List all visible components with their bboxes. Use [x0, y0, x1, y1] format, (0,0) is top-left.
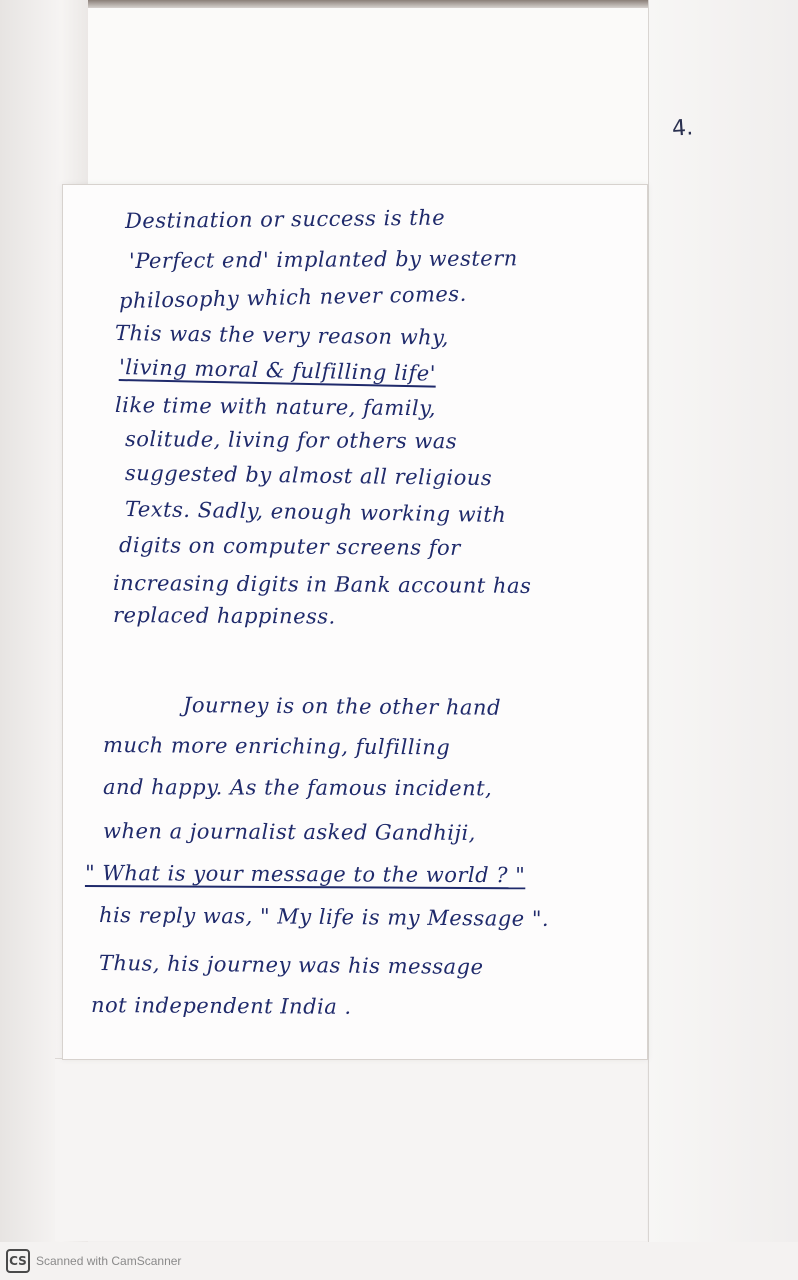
- paper-flap-bottom: [55, 1058, 647, 1241]
- text-line: digits on computer screens for: [118, 533, 461, 560]
- text-line: when a journalist asked Gandhiji,: [102, 819, 476, 845]
- paper-fold-right: [648, 0, 798, 1242]
- camscanner-logo-icon: CS: [6, 1249, 30, 1273]
- watermark-text: Scanned with CamScanner: [36, 1254, 182, 1268]
- text-line: solitude, living for others was: [124, 427, 458, 454]
- text-line: Journey is on the other hand: [182, 693, 502, 720]
- page-number: 4.: [671, 115, 694, 142]
- handwritten-page: [62, 184, 648, 1060]
- text-line: philosophy which never comes.: [118, 281, 467, 313]
- text-line: Texts. Sadly, enough working with: [124, 497, 507, 527]
- text-line: not independent India .: [90, 993, 352, 1019]
- text-line: 'Perfect end' implanted by western: [128, 246, 518, 273]
- text-line: suggested by almost all religious: [124, 461, 493, 491]
- text-line: much more enriching, fulfilling: [102, 733, 451, 760]
- text-line-underlined: 'living moral & fulfilling life': [118, 355, 437, 386]
- text-line: Destination or success is the: [124, 205, 446, 233]
- paper-flap-top: [88, 8, 648, 186]
- text-line: and happy. As the famous incident,: [102, 775, 493, 801]
- text-line: like time with nature, family,: [114, 393, 437, 421]
- text-line: Thus, his journey was his message: [98, 951, 484, 980]
- text-line: This was the very reason why,: [114, 321, 450, 350]
- text-line: replaced happiness.: [112, 603, 336, 629]
- scanner-watermark: [6, 1249, 181, 1273]
- text-line: his reply was, " My life is my Message ".: [98, 903, 550, 931]
- text-line: increasing digits in Bank account has: [112, 571, 532, 598]
- text-line-underlined: " What is your message to the world ? ": [84, 861, 526, 888]
